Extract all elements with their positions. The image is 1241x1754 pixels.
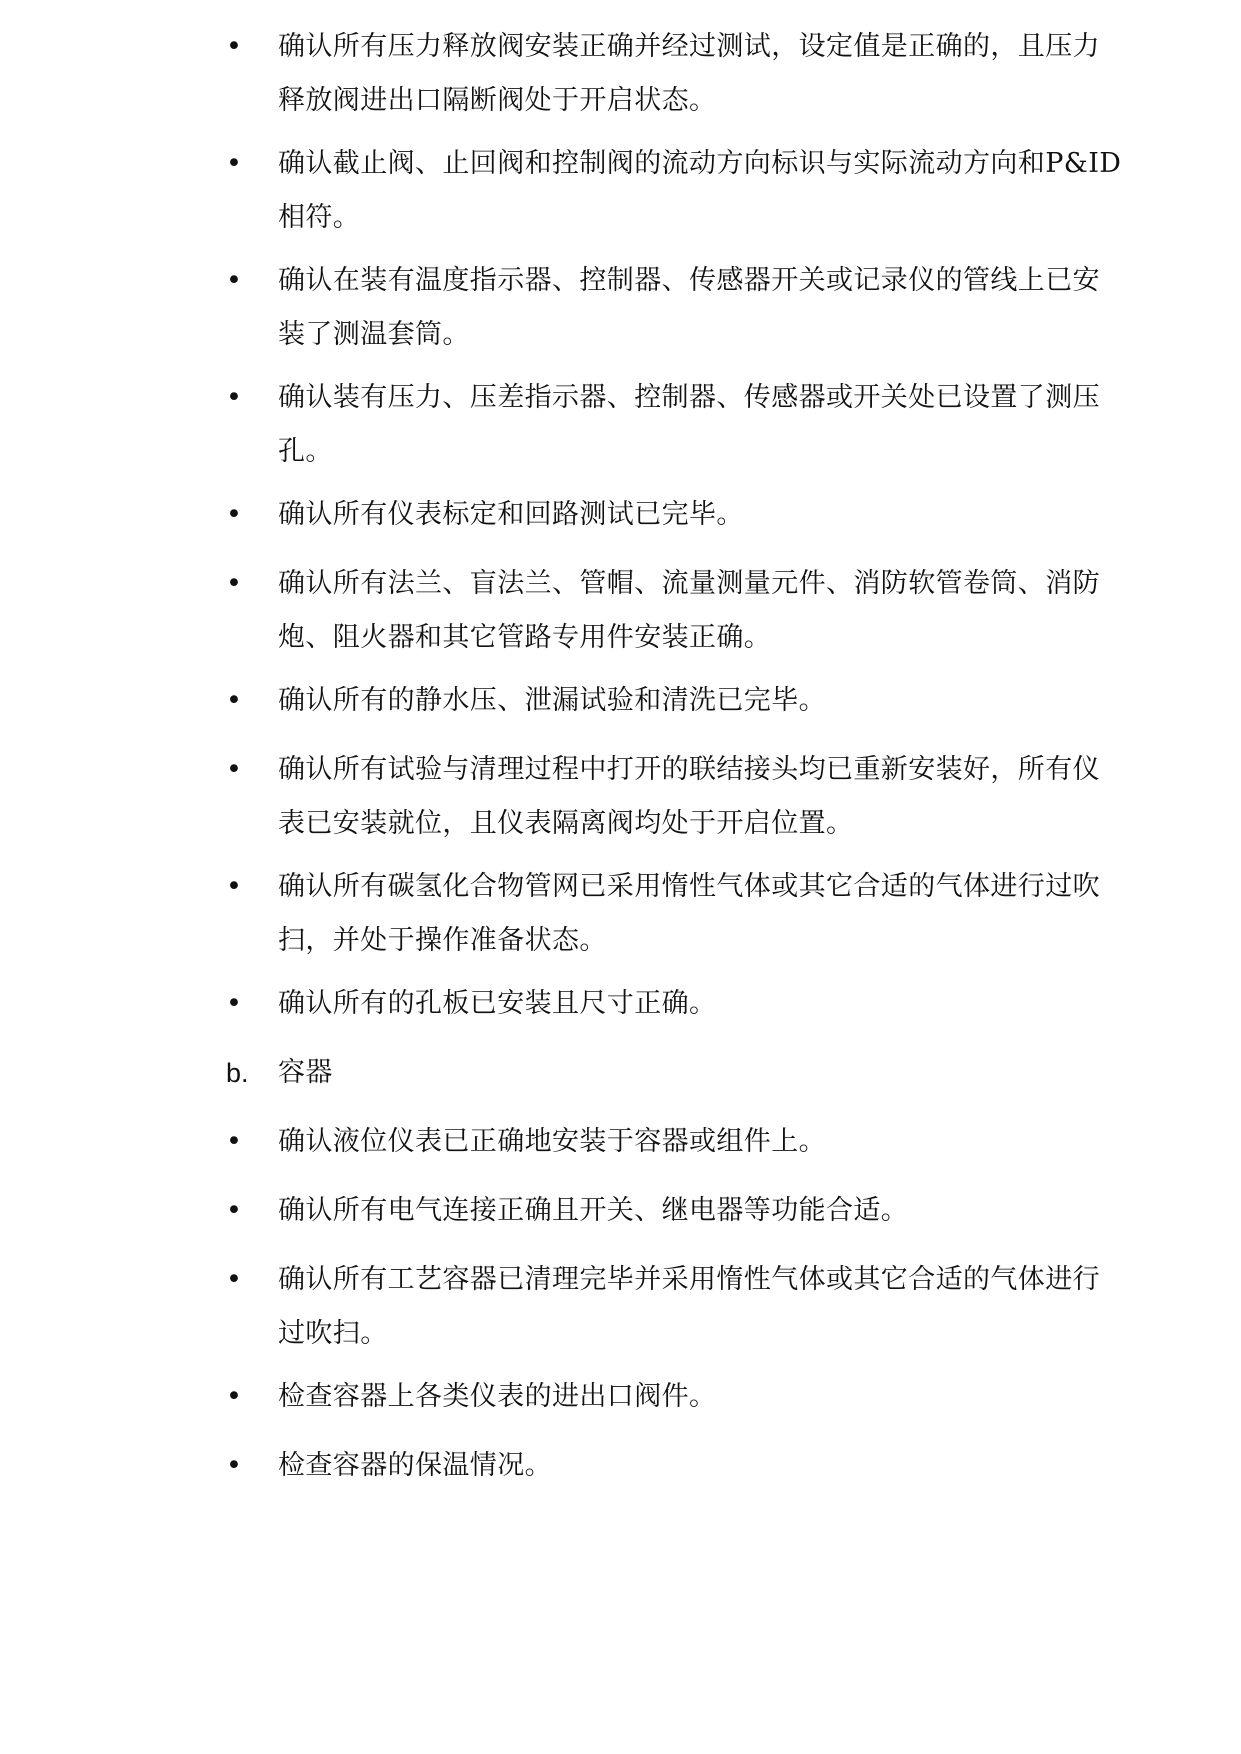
list-item-text: 确认所有电气连接正确且开关、继电器等功能合适。 — [278, 1195, 909, 1226]
section-marker: b. — [226, 1058, 249, 1088]
list-item-text: 确认所有仪表标定和回路测试已完毕。 — [278, 499, 744, 530]
bullet-icon: • — [226, 382, 242, 413]
list-item-text: 确认所有的静水压、泄漏试验和清洗已完毕。 — [278, 685, 826, 716]
list-item-text: 确认所有工艺容器已清理完毕并采用惰性气体或其它合适的气体进行过吹扫。 — [278, 1264, 1100, 1349]
list-item-text: 确认所有试验与清理过程中打开的联结接头均已重新安装好，所有仪表已安装就位，且仪表隔离阀均处于开启位置。 — [278, 754, 1100, 839]
list-item-text: 检查容器上各类仪表的进出口阀件。 — [278, 1381, 717, 1412]
bullet-icon: • — [226, 148, 242, 179]
bullet-icon: • — [226, 754, 242, 785]
list-item-text: 确认液位仪表已正确地安装于容器或组件上。 — [278, 1126, 826, 1157]
section-title: 容器 — [278, 1057, 333, 1088]
list-item-text: 确认所有的孔板已安装且尺寸正确。 — [278, 988, 717, 1019]
bullet-icon: • — [226, 871, 242, 902]
bullet-icon: • — [226, 265, 242, 296]
bullet-icon: • — [226, 988, 242, 1019]
bullet-icon: • — [226, 1264, 242, 1295]
bullet-icon: • — [226, 1450, 242, 1481]
bullet-icon: • — [226, 499, 242, 530]
list-item-text: 确认截止阀、止回阀和控制阀的流动方向标识与实际流动方向和P&ID 相符。 — [278, 148, 1122, 233]
bullet-icon: • — [226, 1126, 242, 1157]
list-item-text: 确认所有碳氢化合物管网已采用惰性气体或其它合适的气体进行过吹扫，并处于操作准备状态。 — [278, 871, 1100, 956]
bullet-icon: • — [226, 1195, 242, 1226]
list-item-text: 确认装有压力、压差指示器、控制器、传感器或开关处已设置了测压孔。 — [278, 382, 1100, 467]
list-item-text: 检查容器的保温情况。 — [278, 1450, 552, 1481]
list-item-text: 确认所有压力释放阀安装正确并经过测试，设定值是正确的，且压力释放阀进出口隔断阀处于开启状态。 — [278, 31, 1100, 116]
bullet-icon: • — [226, 1381, 242, 1412]
bullet-icon: • — [226, 568, 242, 599]
bullet-icon: • — [226, 685, 242, 716]
bullet-icon: • — [226, 31, 242, 62]
list-item-text: 确认所有法兰、盲法兰、管帽、流量测量元件、消防软管卷筒、消防炮、阻火器和其它管路专用件安装正确。 — [278, 568, 1100, 653]
list-item-text: 确认在装有温度指示器、控制器、传感器开关或记录仪的管线上已安装了测温套筒。 — [278, 265, 1100, 350]
